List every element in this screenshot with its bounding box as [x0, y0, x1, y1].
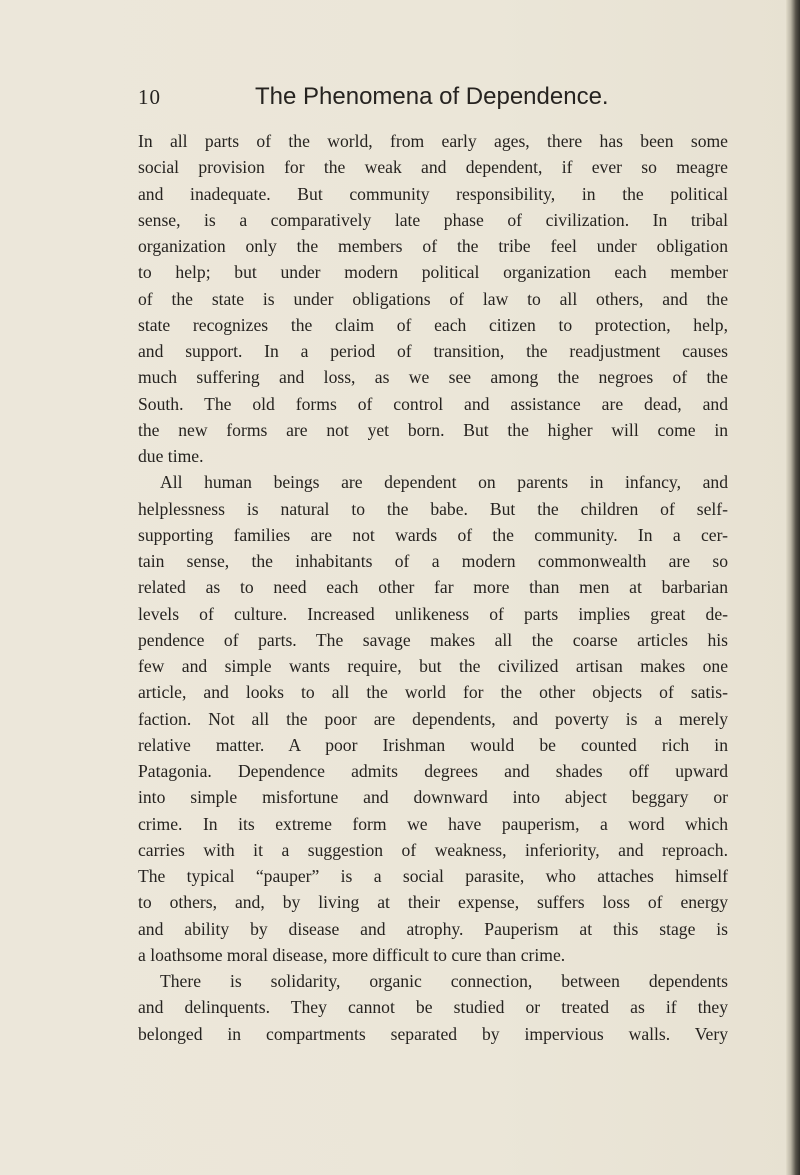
- text-line: few and simple wants require, but the civilized artisan makes one: [138, 656, 728, 676]
- text-line: South. The old forms of control and assistance are dead, and: [138, 393, 728, 414]
- text-line: of the state is under obligations of law to all others, and the: [138, 288, 728, 309]
- text-line: tain sense, the inhabitants of a modern commonwealth are so: [138, 551, 728, 571]
- running-title: The Phenomena of Dependence.: [255, 83, 609, 110]
- text-line: faction. Not all the poor are dependents, and poverty is a merely: [138, 708, 728, 729]
- text-line: organization only the members of the tribe feel under obligation: [138, 236, 728, 256]
- text-line: social provision for the weak and dependent, if ever so meagre: [138, 157, 728, 178]
- text-line: article, and looks to all the world for the other objects of satis-: [138, 682, 728, 703]
- text-line: much suffering and loss, as we see among the negroes of the: [138, 367, 728, 388]
- page-edge-shadow: [786, 0, 800, 1175]
- body-text: [138, 128, 728, 1047]
- text-line: and support. In a period of transition, the readjustment causes: [138, 341, 728, 361]
- text-line: and delinquents. They cannot be studied or treated as if they: [138, 997, 728, 1018]
- text-line: crime. In its extreme form we have pauperism, a word which: [138, 813, 728, 834]
- text-line: sense, is a comparatively late phase of civilization. In tribal: [138, 209, 728, 230]
- text-line: to others, and, by living at their expense, suffers loss of energy: [138, 892, 728, 913]
- text-line: In all parts of the world, from early ages, there has been some: [138, 131, 728, 151]
- text-line: and ability by disease and atrophy. Pauperism at this stage is: [138, 918, 728, 939]
- text-line: due time.: [138, 446, 204, 466]
- text-line: to help; but under modern political organization each member: [138, 262, 728, 283]
- text-line: belonged in compartments separated by impervious walls. Very: [138, 1023, 728, 1044]
- text-line: supporting families are not wards of the community. In a cer-: [138, 524, 728, 545]
- text-line: The typical “pauper” is a social parasite, who attaches himself: [138, 866, 728, 886]
- text-line: into simple misfortune and downward into abject beggary or: [138, 787, 728, 808]
- text-line: levels of culture. Increased unlikeness of parts implies great de-: [138, 603, 728, 624]
- text-line: a loathsome moral disease, more difficult to cure than crime.: [138, 944, 566, 965]
- text-line: All human beings are dependent on parents in infancy, and: [160, 472, 728, 493]
- text-line: carries with it a suggestion of weakness, inferiority, and reproach.: [138, 839, 728, 860]
- text-line: pendence of parts. The savage makes all the coarse articles his: [138, 629, 728, 650]
- text-line: relative matter. A poor Irishman would be counted rich in: [138, 734, 728, 755]
- page-number: 10: [138, 85, 161, 109]
- page-header: [138, 83, 728, 119]
- text-line: related as to need each other far more than men at barbarian: [138, 577, 728, 598]
- text-line: There is solidarity, organic connection, between dependents: [160, 971, 728, 991]
- text-line: Patagonia. Dependence admits degrees and shades off upward: [138, 761, 728, 781]
- text-line: state recognizes the claim of each citizen to protection, help,: [138, 314, 728, 335]
- text-line: the new forms are not yet born. But the higher will come in: [138, 419, 728, 440]
- text-line: and inadequate. But community responsibility, in the political: [138, 183, 728, 204]
- text-line: helplessness is natural to the babe. But the children of self-: [138, 498, 728, 519]
